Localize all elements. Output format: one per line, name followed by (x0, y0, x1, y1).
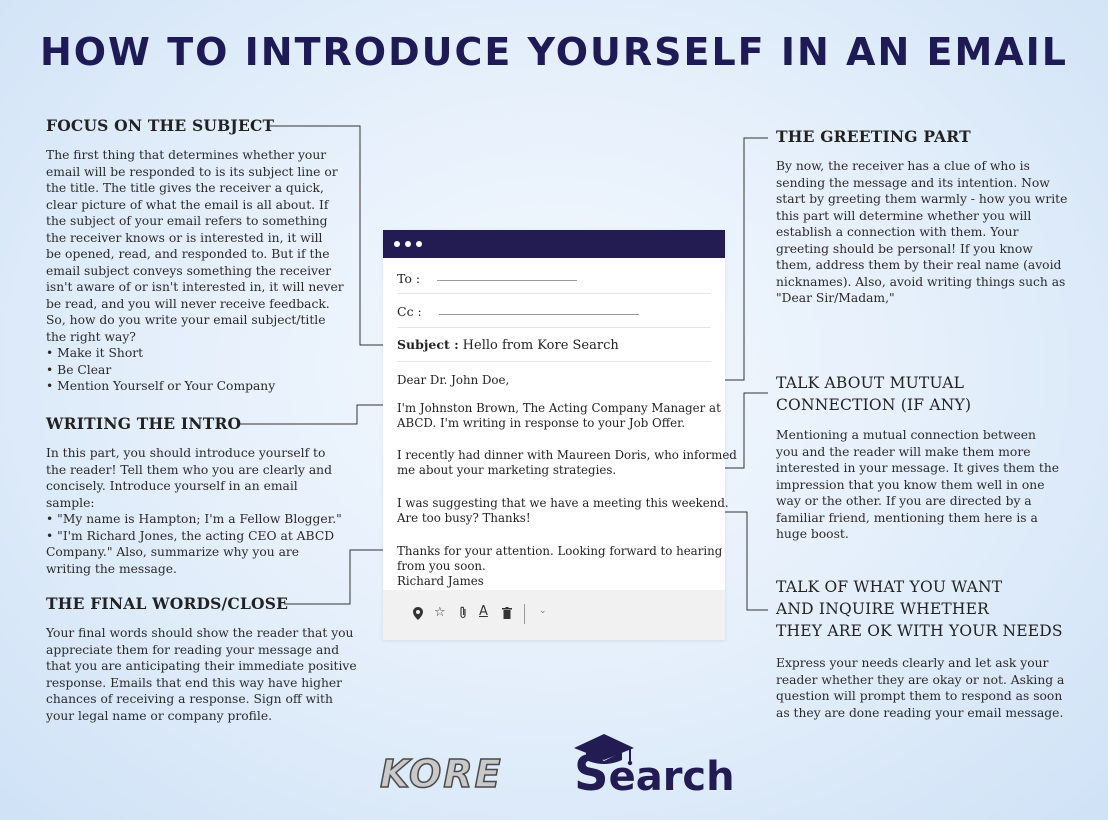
email-mutual-paragraph: I recently had dinner with Maureen Doris, who informed me about your marketing strategies. (397, 448, 737, 477)
email-mockup (383, 230, 737, 640)
heading-greeting: THE GREETING PART (776, 127, 971, 146)
heading-what-you-want: TALK OF WHAT YOU WANT AND INQUIRE WHETHER THEY ARE OK WITH YOUR NEEDS (776, 578, 1063, 640)
subject-value: Hello from Kore Search (462, 338, 619, 353)
logo-search-rest: earch (608, 754, 735, 800)
chevron-down-icon[interactable]: ⌄ (539, 606, 547, 616)
heading-mutual-connection: TALK ABOUT MUTUAL CONNECTION (IF ANY) (776, 374, 972, 414)
window-dot-icon (394, 241, 400, 247)
window-dot-icon (405, 241, 411, 247)
page-title: HOW TO INTRODUCE YOURSELF IN AN EMAIL (39, 30, 1069, 74)
heading-focus-subject: FOCUS ON THE SUBJECT (46, 116, 275, 135)
cc-field[interactable] (397, 304, 711, 319)
email-greeting: Dear Dr. John Doe, (397, 373, 510, 387)
trash-icon[interactable] (502, 607, 512, 623)
star-icon[interactable]: ☆ (434, 605, 446, 620)
cc-label: Cc : (397, 304, 422, 319)
text-final-words: Your final words should show the reader that you appreciate them for reading your message and that you are anticipating their immediate positive response. Emails that end this way have higher chances of receiving a response. Sign off with your legal name or company profile. (46, 626, 357, 723)
location-pin-icon[interactable] (413, 607, 423, 624)
to-input-line (437, 280, 577, 281)
text-what-you-want: Express your needs clearly and let ask your reader whether they are okay or not. Asking a question will prompt them to respond as soon as they are done reading your email message. (776, 656, 1065, 720)
text-mutual-connection: Mentioning a mutual connection between you and the reader will make them more interested in your message. It gives them the impression that you know them well in one way or the other. If you are directed by a familiar friend, mentioning them here is a huge boost. (776, 428, 1060, 541)
to-field[interactable] (397, 271, 711, 286)
logo-search (574, 746, 735, 802)
text-greeting: By now, the receiver has a clue of who is sending the message and its intention. Now start by greeting them warmly - how you write this part will determine whether you will establish a connection with them. Your greeting should be personal! If you know them, address them by their real name (avoid nicknames). Also, avoid writing things such as "Dear Sir/Madam," (776, 159, 1068, 305)
email-intro-paragraph: I'm Johnston Brown, The Acting Company Manager at ABCD. I'm writing in response to your Job Offer. (397, 401, 721, 430)
text-format-icon[interactable]: A (479, 604, 488, 619)
email-closing-paragraph: Thanks for your attention. Looking forward to hearing from you soon. Richard James (397, 544, 723, 588)
cc-input-line (439, 314, 639, 315)
email-title-bar (383, 230, 725, 258)
toolbar-divider (524, 604, 525, 624)
paperclip-icon[interactable] (459, 606, 467, 622)
text-writing-intro: In this part, you should introduce yourself to the reader! Tell them who you are clearly and concisely. Introduce yourself in an email sample: • "My name is Hampton; I'm a Fellow Blogger." • "I'm Richard Jones, the acting CEO at ABCD Company." Also, summarize why you are writing the message. (46, 446, 342, 576)
subject-field[interactable] (397, 337, 711, 353)
connector-intro (240, 405, 392, 424)
email-toolbar (383, 590, 725, 640)
window-dot-icon (416, 241, 422, 247)
heading-final-words: THE FINAL WORDS/CLOSE (46, 594, 289, 613)
text-focus-subject: The first thing that determines whether your email will be responded to is its subject line or the title. The title gives the receiver a quick, clear picture of what the email is all about. If the subject of your email refers to something the receiver knows or is interested in, it will be opened, read, and responded to. But if the email subject conveys something the receiver isn't aware of or isn't interested in, it will never be read, and you will never receive feedback. So, how do you write your email subject/title the right way? • Make it Short • Be Clear • Mention Yourself or Your Company (46, 148, 344, 393)
subject-label: Subject : (397, 337, 459, 352)
logo-search-initial: S (574, 746, 609, 802)
to-label: To : (397, 271, 421, 286)
logo-kore: KORE (380, 752, 503, 796)
email-request-paragraph: I was suggesting that we have a meeting this weekend. Are too busy? Thanks! (397, 496, 729, 525)
heading-writing-intro: WRITING THE INTRO (46, 414, 242, 433)
